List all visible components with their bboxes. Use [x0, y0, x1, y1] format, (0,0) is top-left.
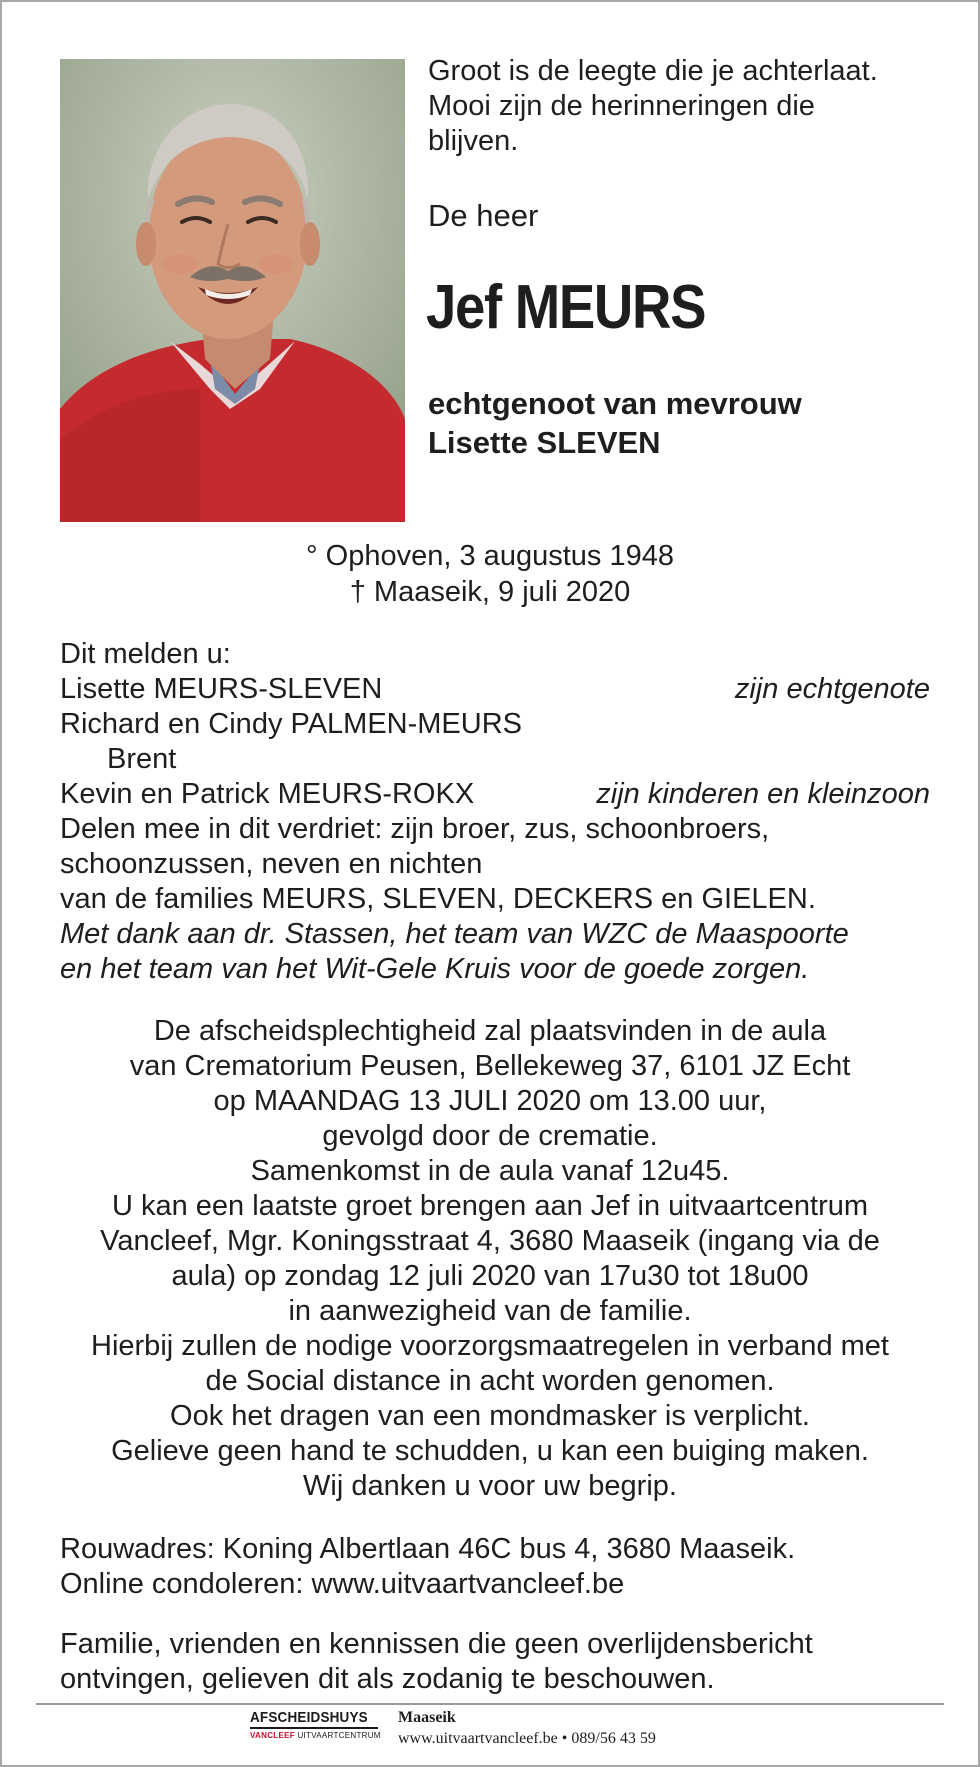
family-row: [60, 742, 930, 777]
family-name: Brent: [107, 743, 177, 775]
ceremony-line: de Social distance in acht worden genomen.: [205, 1365, 775, 1397]
ceremony-line: van Crematorium Peusen, Bellekeweg 37, 6101 JZ Echt: [129, 1050, 851, 1082]
family-relation: zijn kinderen en kleinzoon: [596, 778, 930, 810]
spouse-line: echtgenoot van mevrouw: [428, 386, 802, 421]
spouse-line: Lisette SLEVEN: [428, 425, 661, 460]
ceremony-line: De afscheidsplechtigheid zal plaatsvinden in de aula: [153, 1015, 827, 1047]
birth-date: ° Ophoven, 3 augustus 1948: [306, 540, 674, 572]
family-row: [60, 672, 930, 707]
deceased-name: Jef MEURS: [426, 273, 706, 342]
family-row: [60, 707, 930, 742]
mourning-address: [60, 1532, 795, 1602]
note-line: ontvingen, gelieven dit als zodanig te beschouwen.: [60, 1663, 715, 1695]
extended-family-line: van de families MEURS, SLEVEN, DECKERS en GIELEN.: [60, 883, 816, 915]
ceremony-line: Vancleef, Mgr. Koningsstraat 4, 3680 Maaseik (ingang via de: [100, 1225, 880, 1257]
ceremony-line: U kan een laatste groet brengen aan Jef in uitvaartcentrum: [111, 1190, 869, 1222]
family-relation: zijn echtgenote: [734, 673, 930, 705]
logo-accent: VANCLEEF: [250, 1731, 295, 1740]
closing-note: [60, 1627, 813, 1697]
logo-bar: [250, 1727, 378, 1729]
condolence-link[interactable]: Online condoleren: www.uitvaartvancleef.be: [60, 1568, 625, 1600]
announcement: [60, 637, 930, 987]
announcement-intro: Dit melden u:: [60, 638, 231, 670]
extended-family-line: Delen mee in dit verdriet: zijn broer, zus, schoonbroers,: [60, 813, 770, 845]
spouse-info: [428, 384, 802, 462]
ceremony-line: Samenkomst in de aula vanaf 12u45.: [250, 1155, 730, 1187]
funeral-home-logo: [250, 1709, 381, 1740]
portrait-photo: [60, 59, 405, 522]
address-line: Rouwadres: Koning Albertlaan 46C bus 4, 3680 Maaseik.: [60, 1533, 796, 1565]
ceremony-details: [2, 1014, 978, 1504]
family-name: Lisette MEURS-SLEVEN: [60, 673, 383, 705]
salutation: De heer: [428, 198, 539, 233]
ceremony-line: Gelieve geen hand te schudden, u kan een buiging maken.: [111, 1435, 869, 1467]
ceremony-line: Wij danken u voor uw begrip.: [303, 1470, 677, 1502]
verse-line: Groot is de leegte die je achterlaat.: [428, 55, 878, 87]
thanks-line: Met dank aan dr. Stassen, het team van WZC de Maaspoorte: [60, 918, 849, 950]
memorial-verse: [428, 54, 948, 159]
logo-title: AFSCHEIDSHUYS: [250, 1709, 368, 1726]
family-name: Kevin en Patrick MEURS-ROKX: [60, 778, 475, 810]
extended-family-line: schoonzussen, neven en nichten: [60, 848, 483, 880]
ceremony-line: Hierbij zullen de nodige voorzorgsmaatregelen in verband met: [91, 1330, 889, 1362]
note-line: Familie, vrienden en kennissen die geen overlijdensbericht: [60, 1628, 813, 1660]
ceremony-line: in aanwezigheid van de familie.: [288, 1295, 692, 1327]
portrait-photo-icon: [60, 59, 405, 522]
ceremony-line: Ook het dragen van een mondmasker is verplicht.: [170, 1400, 810, 1432]
ceremony-line: aula) op zondag 12 juli 2020 van 17u30 tot 18u00: [171, 1260, 809, 1292]
family-row: [60, 777, 930, 812]
ceremony-line: op MAANDAG 13 JULI 2020 om 13.00 uur,: [213, 1085, 767, 1117]
family-name: Richard en Cindy PALMEN-MEURS: [60, 708, 522, 740]
footer-divider: [36, 1703, 944, 1705]
life-dates: [2, 538, 978, 610]
funeral-home-contact: [398, 1708, 656, 1750]
death-date: † Maaseik, 9 juli 2020: [349, 576, 631, 608]
thanks-line: en het team van het Wit-Gele Kruis voor de goede zorgen.: [60, 953, 810, 985]
ceremony-line: gevolgd door de crematie.: [322, 1120, 658, 1152]
funeral-home-website[interactable]: www.uitvaartvancleef.be • 089/56 43 59: [398, 1730, 656, 1747]
verse-line: Mooi zijn de herinneringen die: [428, 90, 815, 122]
funeral-home-town: Maaseik: [398, 1709, 456, 1726]
logo-rest: UITVAARTCENTRUM: [297, 1731, 381, 1740]
logo-subtitle: [250, 1731, 381, 1740]
verse-line: blijven.: [428, 125, 519, 157]
